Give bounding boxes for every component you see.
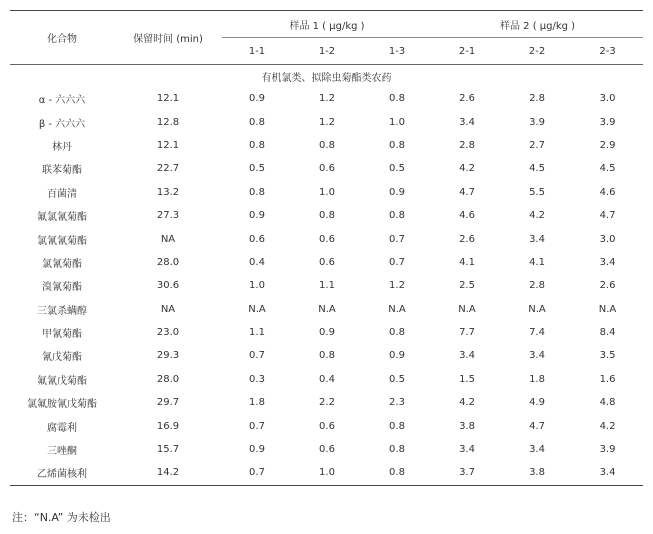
value-cell: 0.9 — [389, 350, 405, 362]
value-cell: 8.4 — [599, 327, 616, 339]
retention-time: 12.8 — [156, 116, 180, 128]
value-cell: 2.3 — [389, 397, 405, 409]
value-cell: 2.8 — [529, 93, 545, 105]
value-cell: 0.5 — [389, 373, 405, 385]
value-cell: N.A — [458, 303, 476, 315]
retention-time: 29.7 — [156, 397, 180, 409]
table-row — [10, 368, 643, 391]
value-cell: 1.0 — [389, 116, 405, 128]
value-cell: 2.7 — [529, 139, 545, 151]
value-cell: 0.9 — [389, 186, 405, 198]
value-cell: 4.6 — [599, 186, 616, 198]
value-cell: 7.7 — [459, 327, 475, 339]
retention-time: 29.3 — [156, 350, 180, 362]
value-cell: 1.0 — [249, 280, 265, 292]
table-row — [10, 251, 643, 274]
value-cell: 0.6 — [319, 444, 335, 456]
value-cell: 4.2 — [529, 210, 545, 222]
value-cell: 2.6 — [599, 280, 616, 292]
compound-name: 氰戊菊酯 — [42, 352, 82, 364]
value-cell: 3.0 — [599, 93, 616, 105]
table-row — [10, 134, 643, 157]
value-cell: 3.9 — [599, 444, 616, 456]
value-cell: 2.8 — [529, 280, 545, 292]
table-row — [10, 438, 643, 461]
retention-time: 16.9 — [156, 420, 180, 432]
table-header — [10, 11, 643, 88]
retention-time: 22.7 — [156, 163, 180, 175]
value-cell: 4.1 — [529, 256, 545, 268]
value-cell: 0.7 — [249, 420, 265, 432]
compound-name: 甲氰菊酯 — [42, 329, 82, 341]
value-cell: 1.0 — [319, 467, 335, 479]
value-cell: 4.1 — [459, 256, 475, 268]
retention-time: 30.6 — [156, 280, 180, 292]
value-cell: 3.4 — [459, 116, 475, 128]
value-cell: 0.8 — [389, 93, 405, 105]
table-row — [10, 298, 643, 321]
value-cell: 2.6 — [459, 93, 475, 105]
value-cell: N.A — [248, 303, 266, 315]
value-cell: 3.4 — [599, 467, 616, 479]
value-cell: 0.6 — [249, 233, 265, 245]
header-sub-1-2: 1-2 — [318, 45, 336, 57]
compound-name: 氯氰氰菊酯 — [37, 235, 87, 247]
header-sub-2-1: 2-1 — [458, 45, 476, 57]
value-cell: 3.4 — [529, 233, 545, 245]
table-row — [10, 87, 643, 110]
value-cell: 0.5 — [249, 163, 265, 175]
value-cell: 1.0 — [319, 186, 335, 198]
compound-name: 溴氰菊酯 — [42, 282, 82, 294]
value-cell: 3.8 — [529, 467, 545, 479]
retention-time: 12.1 — [156, 139, 180, 151]
value-cell: 0.3 — [249, 373, 265, 385]
value-cell: 0.8 — [389, 327, 405, 339]
compound-name: 百菌清 — [47, 188, 77, 200]
value-cell: 2.2 — [319, 397, 335, 409]
table-row — [10, 204, 643, 227]
compound-name: 三氯杀螨醇 — [37, 305, 87, 317]
table-row — [10, 321, 643, 344]
value-cell: 3.9 — [599, 116, 616, 128]
value-cell: 5.5 — [529, 186, 545, 198]
value-cell: 0.6 — [319, 233, 335, 245]
value-cell: 0.9 — [249, 210, 265, 222]
retention-time: 27.3 — [156, 210, 180, 222]
value-cell: 0.8 — [389, 467, 405, 479]
compound-name: 氯氟胺氰戊菊酯 — [27, 399, 97, 411]
compound-name: 氟氯氰菊酯 — [37, 212, 87, 224]
value-cell: 0.6 — [319, 163, 335, 175]
compound-name: 腐霉利 — [47, 422, 77, 434]
value-cell: 4.7 — [599, 210, 616, 222]
value-cell: 3.4 — [529, 350, 545, 362]
value-cell: 1.2 — [319, 93, 335, 105]
header-sub-1-3: 1-3 — [388, 45, 406, 57]
value-cell: 0.8 — [319, 139, 335, 151]
table-row — [10, 157, 643, 180]
value-cell: 3.4 — [599, 256, 616, 268]
value-cell: 0.7 — [249, 350, 265, 362]
retention-time: 28.0 — [156, 256, 180, 268]
value-cell: 0.9 — [249, 93, 265, 105]
compound-name: 三唑酮 — [47, 446, 77, 458]
header-sub-2-2: 2-2 — [528, 45, 546, 57]
value-cell: 0.8 — [389, 444, 405, 456]
value-cell: 0.7 — [389, 233, 405, 245]
value-cell: 0.8 — [249, 186, 265, 198]
table-row — [10, 110, 643, 133]
value-cell: 0.8 — [249, 116, 265, 128]
compound-name: β - 六六六 — [38, 118, 86, 130]
value-cell: 1.2 — [319, 116, 335, 128]
value-cell: 4.2 — [459, 397, 475, 409]
retention-time: 13.2 — [156, 186, 180, 198]
value-cell: 4.2 — [459, 163, 475, 175]
value-cell: 4.5 — [529, 163, 545, 175]
table-row — [10, 344, 643, 367]
value-cell: 7.4 — [529, 327, 545, 339]
value-cell: 1.1 — [249, 327, 265, 339]
header-sample-1: 样品 1 ( μg/kg ) — [222, 11, 432, 38]
value-cell: 3.8 — [459, 420, 475, 432]
header-retention-time: 保留时间 (min) — [114, 11, 222, 65]
section-title: 有机氯类、拟除虫菊酯类农药 — [261, 72, 392, 84]
retention-time: NA — [160, 303, 176, 315]
footnote: 注：“N.A” 为未检出 — [12, 511, 111, 524]
value-cell: 3.7 — [459, 467, 475, 479]
table-row — [10, 274, 643, 297]
retention-time: 28.0 — [156, 373, 180, 385]
value-cell: 3.4 — [459, 350, 475, 362]
header-sample-2: 样品 2 ( μg/kg ) — [432, 11, 643, 38]
value-cell: 4.6 — [459, 210, 475, 222]
retention-time: 12.1 — [156, 93, 180, 105]
value-cell: 1.8 — [529, 373, 545, 385]
value-cell: 0.4 — [319, 373, 335, 385]
value-cell: 2.8 — [459, 139, 475, 151]
value-cell: 0.7 — [249, 467, 265, 479]
value-cell: 3.9 — [529, 116, 545, 128]
retention-time: NA — [160, 233, 176, 245]
retention-time: 23.0 — [156, 327, 180, 339]
value-cell: 1.5 — [459, 373, 475, 385]
value-cell: 0.8 — [389, 210, 405, 222]
compound-name: 氟氰戊菊酯 — [37, 375, 87, 387]
compound-name: 联苯菊酯 — [42, 165, 82, 177]
table-row — [10, 391, 643, 414]
value-cell: 4.8 — [599, 397, 616, 409]
value-cell: 1.1 — [319, 280, 335, 292]
value-cell: 0.4 — [249, 256, 265, 268]
table-row — [10, 227, 643, 250]
header-compound: 化合物 — [10, 11, 114, 65]
value-cell: 3.4 — [459, 444, 475, 456]
value-cell: N.A — [598, 303, 617, 315]
value-cell: 0.8 — [319, 210, 335, 222]
value-cell: 0.9 — [249, 444, 265, 456]
value-cell: 3.0 — [599, 233, 616, 245]
value-cell: 0.6 — [319, 420, 335, 432]
value-cell: 2.6 — [459, 233, 475, 245]
table-row — [10, 181, 643, 204]
value-cell: N.A — [318, 303, 336, 315]
value-cell: 0.8 — [389, 420, 405, 432]
retention-time: 14.2 — [156, 467, 180, 479]
value-cell: 3.4 — [529, 444, 545, 456]
results-table-container — [10, 10, 643, 486]
value-cell: 0.7 — [389, 256, 405, 268]
compound-name: 乙烯菌核利 — [37, 469, 87, 481]
table-row — [10, 414, 643, 437]
value-cell: N.A — [528, 303, 546, 315]
value-cell: 4.2 — [599, 420, 616, 432]
table-row — [10, 461, 643, 485]
value-cell: 4.7 — [459, 186, 475, 198]
value-cell: 4.7 — [529, 420, 545, 432]
retention-time: 15.7 — [156, 444, 180, 456]
value-cell: 1.2 — [389, 280, 405, 292]
value-cell: 0.5 — [389, 163, 405, 175]
table-body — [10, 87, 643, 485]
compound-name: 氯氰菊酯 — [42, 258, 82, 270]
value-cell: 2.5 — [459, 280, 475, 292]
value-cell: 4.5 — [599, 163, 616, 175]
compound-name: α - 六六六 — [38, 95, 86, 107]
value-cell: 0.8 — [319, 350, 335, 362]
value-cell: 4.9 — [529, 397, 545, 409]
value-cell: 1.8 — [249, 397, 265, 409]
value-cell: 0.9 — [319, 327, 335, 339]
compound-name: 林丹 — [52, 141, 72, 153]
header-sub-2-3: 2-3 — [599, 45, 616, 57]
value-cell: 3.5 — [599, 350, 616, 362]
results-table — [10, 10, 643, 486]
value-cell: 1.6 — [599, 373, 616, 385]
value-cell: 0.8 — [249, 139, 265, 151]
value-cell: 0.6 — [319, 256, 335, 268]
value-cell: N.A — [388, 303, 406, 315]
header-sub-1-1: 1-1 — [248, 45, 266, 57]
value-cell: 2.9 — [599, 139, 616, 151]
value-cell: 0.8 — [389, 139, 405, 151]
